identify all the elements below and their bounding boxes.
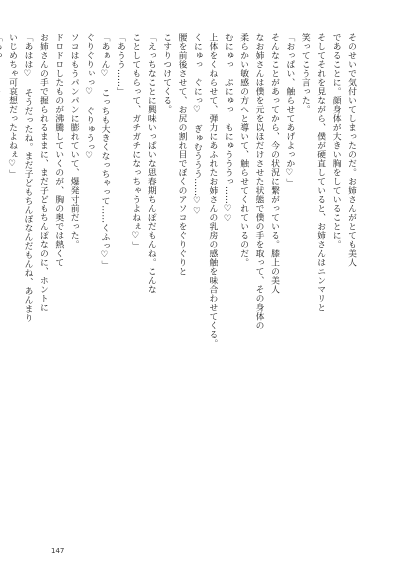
text-line: いじめちゃ可哀想だったよねぇ♡」 [7, 33, 18, 179]
text-line: 「あうう……」 [114, 33, 125, 96]
text-line: 上体をくねらせて、弾力にあふれたお姉さんの乳房の感触を味合わせてくる。 [207, 33, 218, 348]
text-line: こすりつけてくる。 [161, 33, 172, 114]
body-text [7, 33, 358, 523]
text-line: 「おっぱい、触らせてあげよっか♡」 [284, 33, 295, 188]
text-line: ドロドロしたものが沸騰していくのが、胸の奥では熱くて [53, 33, 64, 267]
text-line: 腰を前後させて、お尻の割れ目でぼくのアソコをぐりぐりと [176, 33, 187, 276]
text-line: むにゅっ ぷにゅっ もにゅうううっ……♡♡ [222, 33, 233, 225]
text-line: 「あはは♡ そうだったね。まだ子どもちんぽなんだもんね、あんまり [22, 33, 33, 323]
text-line: であることに。顔身体が大きい胸をしていることに。 [330, 33, 341, 249]
text-line: ことしてもらって、ガチガチになっちゃうよねぇ♡」 [130, 33, 141, 251]
text-line: ソコはもうパンパンに膨れていて、爆発寸前だった。 [68, 33, 79, 249]
text-line: 「えっちなことに興味いっぱいな思春期ちんぽだもんね。こんな [145, 33, 156, 294]
page-number: 147 [51, 547, 65, 555]
text-line: 柔らかい敏感の方へと導いて、触らせてくれているのだ。 [238, 33, 249, 267]
text-line: 笑ってこう言った。 [299, 33, 310, 114]
text-line: そんなことがあってから、今の状況に繋がっている。膝上の美人 [268, 33, 279, 294]
text-line: ぐりぐりぃっ♡ ぐりゅうっ♡ [84, 33, 95, 162]
text-line: お姉さんの手で握られるままに、まだ子どもちんぽなのに、ホントに [37, 33, 48, 312]
text-line: そのせいで気付いてしまったのだ。お姉さんがとても美人 [346, 33, 356, 267]
text-line: くにゅっ ぐにっ♡ ぎゅむううう……♡♡ [191, 33, 202, 217]
text-line: 「あぁん♡ こっちも大きくなっちゃって……くふっ♡」 [99, 33, 110, 270]
text-line: なお姉さんは僕を元を以ほだけさせた状態で僕の手を取って、その身体の [253, 33, 264, 330]
text-line: そしてそれを見ながら、僕が硬直していると、お姉さんはニンマリと [315, 33, 326, 312]
